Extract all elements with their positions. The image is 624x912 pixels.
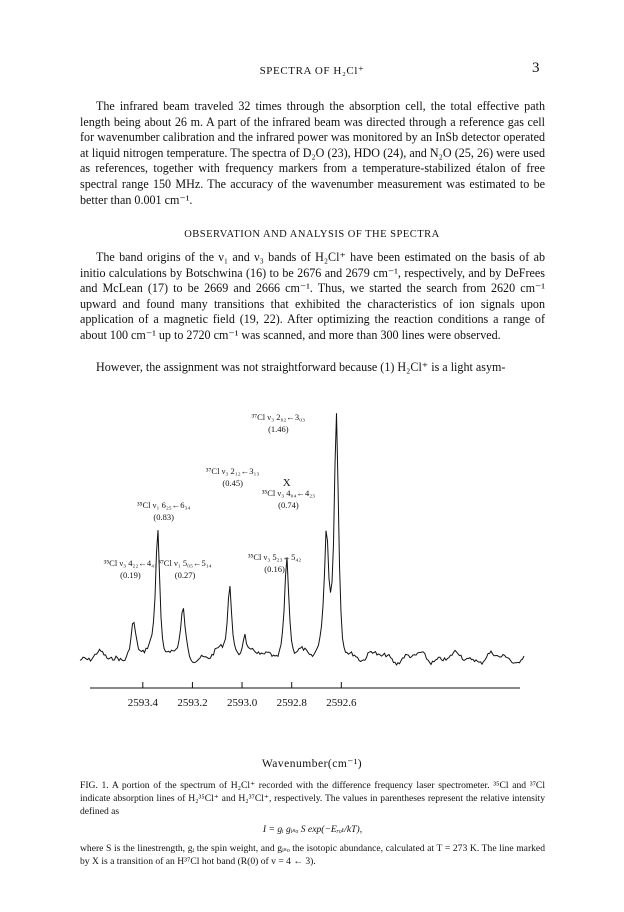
peak-intensity-label: (0.27) [174, 570, 196, 580]
paragraph-text: The band origins of the ν₁ and ν₃ bands of H₂Cl⁺ have been estimated on the basis of ab initio calculations by Botschwina (16) to be 2676 and 2679 cm⁻¹, respectively, and by DeFrees and McLean (17) to be 2669 and 2666 cm⁻¹. Thus, we started the search from 2620 cm⁻¹ upward and found many transitions that exhibited the characteristics of ion signals upon application of a magnetic field (19, 22). After optimizing the reaction conditions a range of about 100 cm⁻¹ up to 2720 cm⁻¹ was scanned, and more than 300 lines were observed. [80, 250, 545, 342]
peak-label: ³⁷Cl ν₁ 5₀₅←5₁₄ [158, 558, 212, 568]
peak-label: ³⁷Cl ν₃ 2₁₂←3₁₃ [205, 466, 260, 476]
x-tick-label: 2592.8 [276, 697, 307, 709]
x-tick-label: 2593.4 [127, 697, 158, 709]
paragraph-text: However, the assignment was not straightforward because (1) H₂Cl⁺ is a light asym- [96, 360, 506, 374]
paragraph-assignment [80, 360, 545, 376]
x-axis-label: Wavenumber(cm⁻¹) [261, 758, 363, 770]
peak-intensity-label: (0.83) [153, 512, 174, 522]
paragraph-band-origins [80, 250, 545, 344]
peak-label: X [282, 477, 291, 489]
peak-intensity-label: (0.19) [120, 570, 141, 580]
peak-label: ³⁵Cl ν₃ 4₂₂←4₄₁ [103, 558, 158, 568]
peak-intensity-label: (0.16) [264, 564, 285, 574]
running-head: SPECTRA OF H₂Cl⁺ [259, 65, 365, 77]
peak-label: ³⁵Cl ν₃ 5₂₃←5₄₂ [247, 552, 302, 562]
peak-label: ³⁵Cl ν₁ 6₂₅←6₃₄ [136, 500, 191, 510]
figure-caption [80, 780, 545, 869]
x-tick-label: 2592.6 [326, 697, 357, 709]
peak-intensity-label: (0.45) [222, 478, 243, 488]
caption-text-after: where S is the linestrength, gᵢ the spin weight, and gᵢₛₒ the isotopic abundance, calculated at T = 273 K. The line marked by X is a transition of an H³⁷Cl hot band (R(0) of v = 4 ← 3). [80, 843, 545, 867]
section-heading: OBSERVATION AND ANALYSIS OF THE SPECTRA [184, 229, 440, 240]
x-tick-label: 2593.2 [177, 697, 208, 709]
paragraph-text: The infrared beam traveled 32 times through the absorption cell, the total effective path length being about 26 m. A part of the infrared beam was directed through a reference gas cell for wavenumber calibration and the infrared power was monitored by an InSb detector operated at liquid nitrogen temperature. The spectra of D₂O (23), HDO (24), and N₂O (25, 26) were used as references, together with frequency markers from a temperature-stabilized étalon of free spectral range 150 MHz. The accuracy of the wavenumber measurement was estimated to be better than 0.001 cm⁻¹. [80, 99, 545, 207]
x-tick-label: 2593.0 [226, 697, 258, 709]
peak-intensity-label: (1.46) [268, 424, 289, 434]
page-number: 3 [532, 60, 540, 76]
peak-label: ³⁵Cl ν₃ 4₀₄←4₂₃ [261, 488, 316, 498]
spectrum-trace [80, 413, 524, 665]
peak-label: ³⁷Cl ν₃ 2₀₂←3₀₃ [251, 412, 306, 422]
spectrum-chart [70, 400, 530, 750]
paragraph-methods [80, 99, 545, 208]
peak-intensity-label: (0.74) [278, 500, 299, 510]
caption-text: FIG. 1. A portion of the spectrum of H₂Cl⁺ recorded with the difference frequency laser spectrometer. ³⁵Cl and ³⁷Cl indicate absorption lines of H₂³⁵Cl⁺ and H₂³⁷Cl⁺, respectively. The values in parentheses represent the relative intensity defined as [80, 780, 545, 817]
caption-formula: I = gᵢ gᵢₛₒ S exp(−Eᵣₒₜ/kT), [262, 824, 363, 836]
